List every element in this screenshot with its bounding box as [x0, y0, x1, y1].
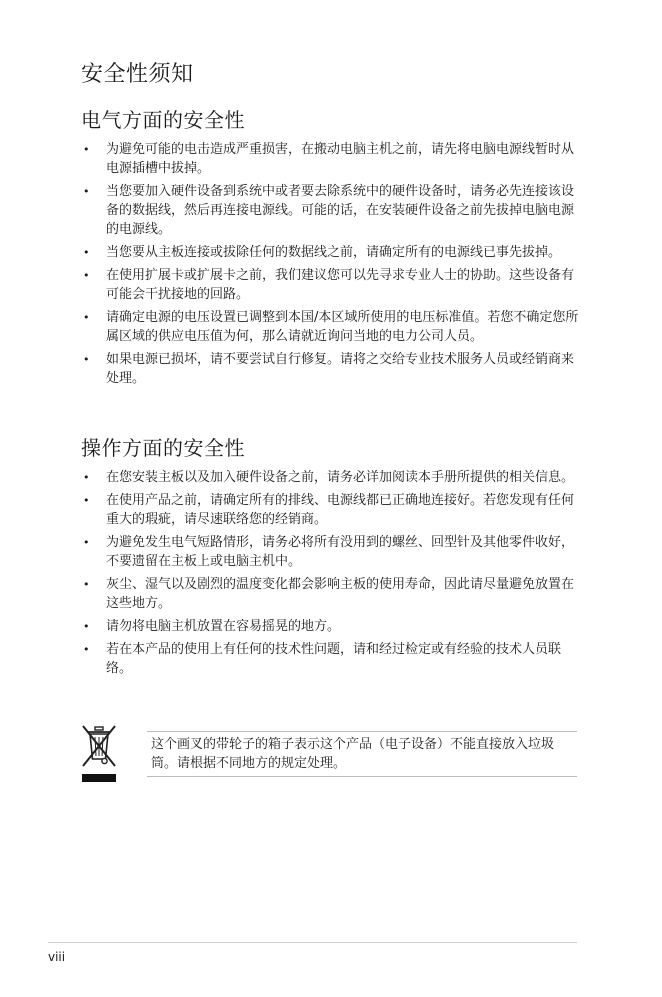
list-item: • 如果电源已损坏，请不要尝试自行修复。请将之交给专业技术服务人员或经销商来处理。 [81, 350, 579, 388]
note-divider-bottom [147, 776, 577, 777]
electrical-safety-heading: 电气方面的安全性 [81, 108, 245, 132]
electrical-safety-list [81, 140, 579, 392]
disposal-note-text: 这个画叉的带轮子的箱子表示这个产品（电子设备）不能直接放入垃圾筒。请根据不同地方的规定处理。 [151, 737, 555, 771]
list-item: • 当您要加入硬件设备到系统中或者要去除系统中的硬件设备时，请务必先连接该设备的数据线，然后再连接电源线。可能的话，在安装硬件设备之前先拔掉电脑电源的电源线。 [81, 182, 579, 239]
note-divider-top [147, 731, 577, 732]
list-item: • 为避免可能的电击造成严重损害，在搬动电脑主机之前，请先将电脑电源线暂时从电源插槽中拔掉。 [81, 140, 579, 178]
list-item: • 在您安装主板以及加入硬件设备之前，请务必详加阅读本手册所提供的相关信息。 [81, 468, 579, 487]
list-item: • 为避免发生电气短路情形，请务必将所有没用到的螺丝、回型针及其他零件收好，不要遗留在主板上或电脑主机中。 [81, 533, 579, 571]
page-title: 安全性须知 [81, 62, 194, 87]
list-item: • 在使用产品之前，请确定所有的排线、电源线都已正确地连接好。若您发现有任何重大的瑕疵，请尽速联络您的经销商。 [81, 491, 579, 529]
operation-safety-heading: 操作方面的安全性 [81, 436, 245, 460]
footer-divider [48, 942, 577, 943]
crossed-out-wheeled-bin-icon [80, 723, 118, 783]
list-item: • 请勿将电脑主机放置在容易摇晃的地方。 [81, 617, 579, 636]
list-item: • 灰尘、湿气以及剧烈的温度变化都会影响主板的使用寿命，因此请尽量避免放置在这些地方。 [81, 575, 579, 613]
operation-safety-list [81, 468, 579, 682]
list-item: • 请确定电源的电压设置已调整到本国/本区域所使用的电压标准值。若您不确定您所属区域的供应电压值为何，那么请就近询问当地的电力公司人员。 [81, 308, 579, 346]
list-item: • 若在本产品的使用上有任何的技术性问题，请和经过检定或有经验的技术人员联络。 [81, 640, 579, 678]
list-item: • 当您要从主板连接或拔除任何的数据线之前，请确定所有的电源线已事先拔掉。 [81, 243, 579, 262]
page-number: viii [48, 950, 66, 964]
list-item: • 在使用扩展卡或扩展卡之前，我们建议您可以先寻求专业人士的协助。这些设备有可能会干扰接地的回路。 [81, 266, 579, 304]
